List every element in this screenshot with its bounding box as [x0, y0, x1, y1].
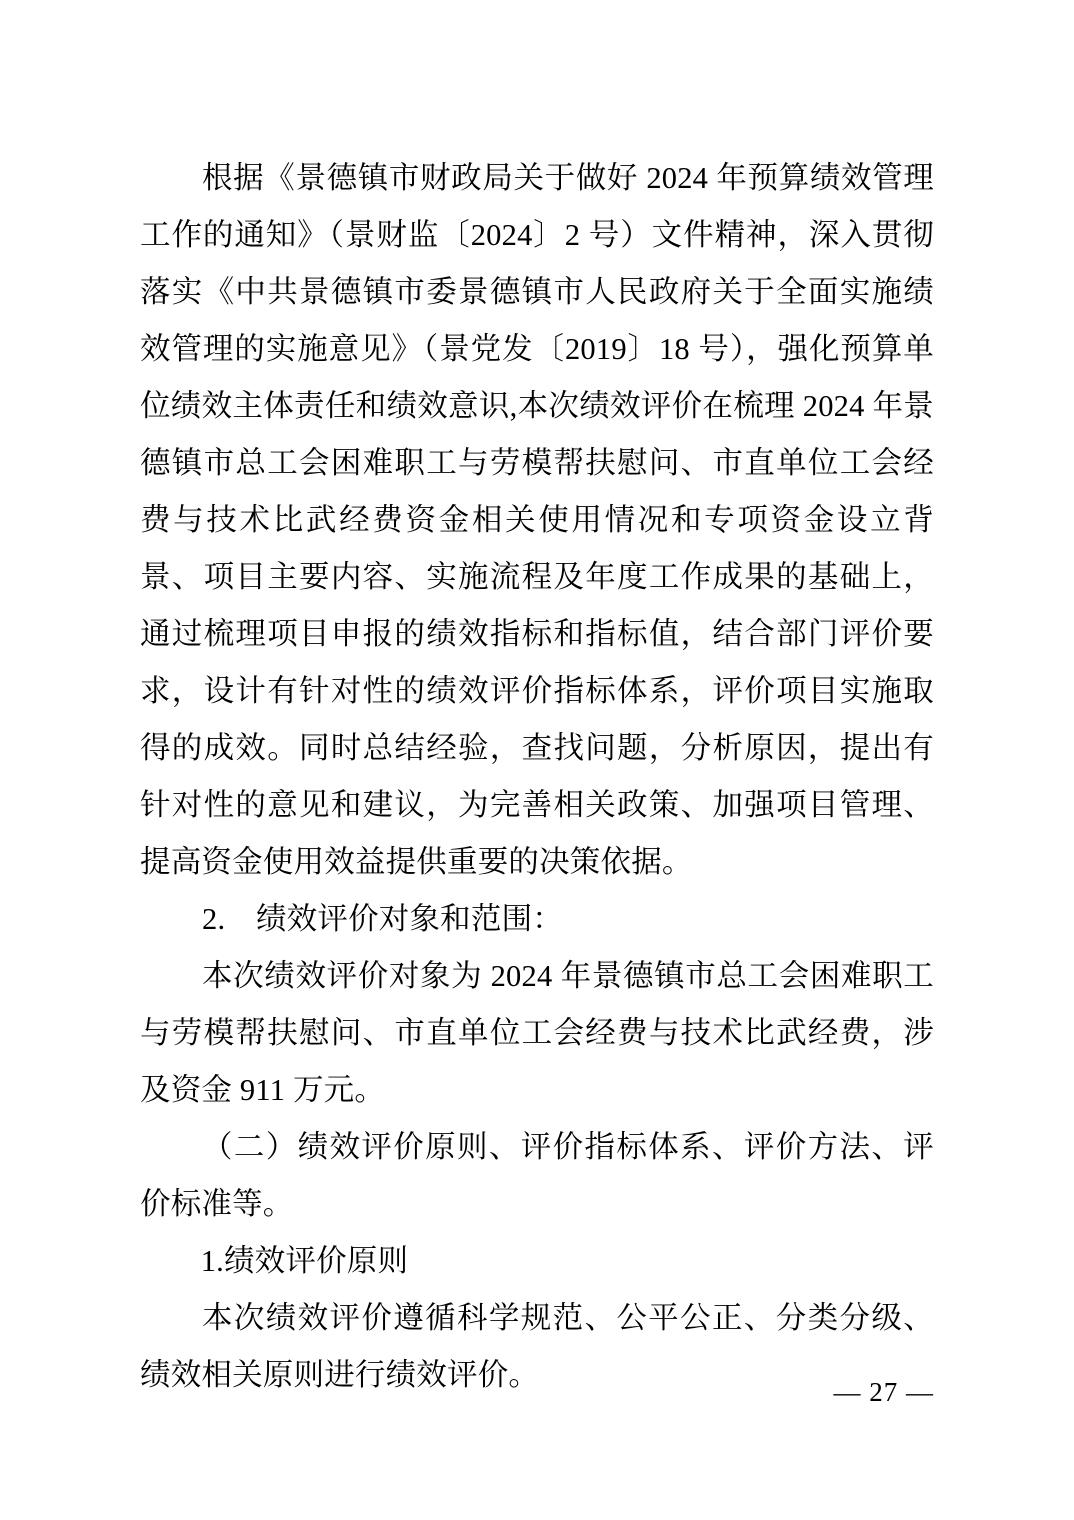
- paragraph-principles-body: 本次绩效评价遵循科学规范、公平公正、分类分级、绩效相关原则进行绩效评价。: [140, 1301, 934, 1392]
- page-number-footer: — 27 —: [833, 1377, 934, 1407]
- paragraph-scope-heading: 2. 绩效评价对象和范围：: [202, 902, 563, 936]
- paragraph-intro: 根据《景德镇市财政局关于做好 2024 年预算绩效管理工作的通知》（景财监〔2024〕2 号）文件精神，深入贯彻落实《中共景德镇市委景德镇市人民政府关于全面实施绩效管理的实施意见》（景党发〔2019〕18 号），强化预算单位绩效主体责任和绩效意识,本次绩效评价在梳理 2024 年景德镇市总工会困难职工与劳模帮扶慰问、市直单位工会经费与技术比武经费资金相关使用情况和专项资金设立背景、项目主要内容、实施流程及年度工作成果的基础上，通过梳理项目申报的绩效指标和指标值，结合部门评价要求，设计有针对性的绩效评价指标体系，评价项目实施取得的成效。同时总结经验，查找问题，分析原因，提出有针对性的意见和建议，为完善相关政策、加强项目管理、提高资金使用效益提供重要的决策依据。: [140, 161, 934, 879]
- paragraph-section-two-heading: （二）绩效评价原则、评价指标体系、评价方法、评价标准等。: [140, 1130, 934, 1221]
- paragraph-scope-body: 本次绩效评价对象为 2024 年景德镇市总工会困难职工与劳模帮扶慰问、市直单位工会经费与技术比武经费，涉及资金 911 万元。: [140, 959, 934, 1107]
- paragraph-principles-heading: 1.绩效评价原则: [170, 1244, 409, 1278]
